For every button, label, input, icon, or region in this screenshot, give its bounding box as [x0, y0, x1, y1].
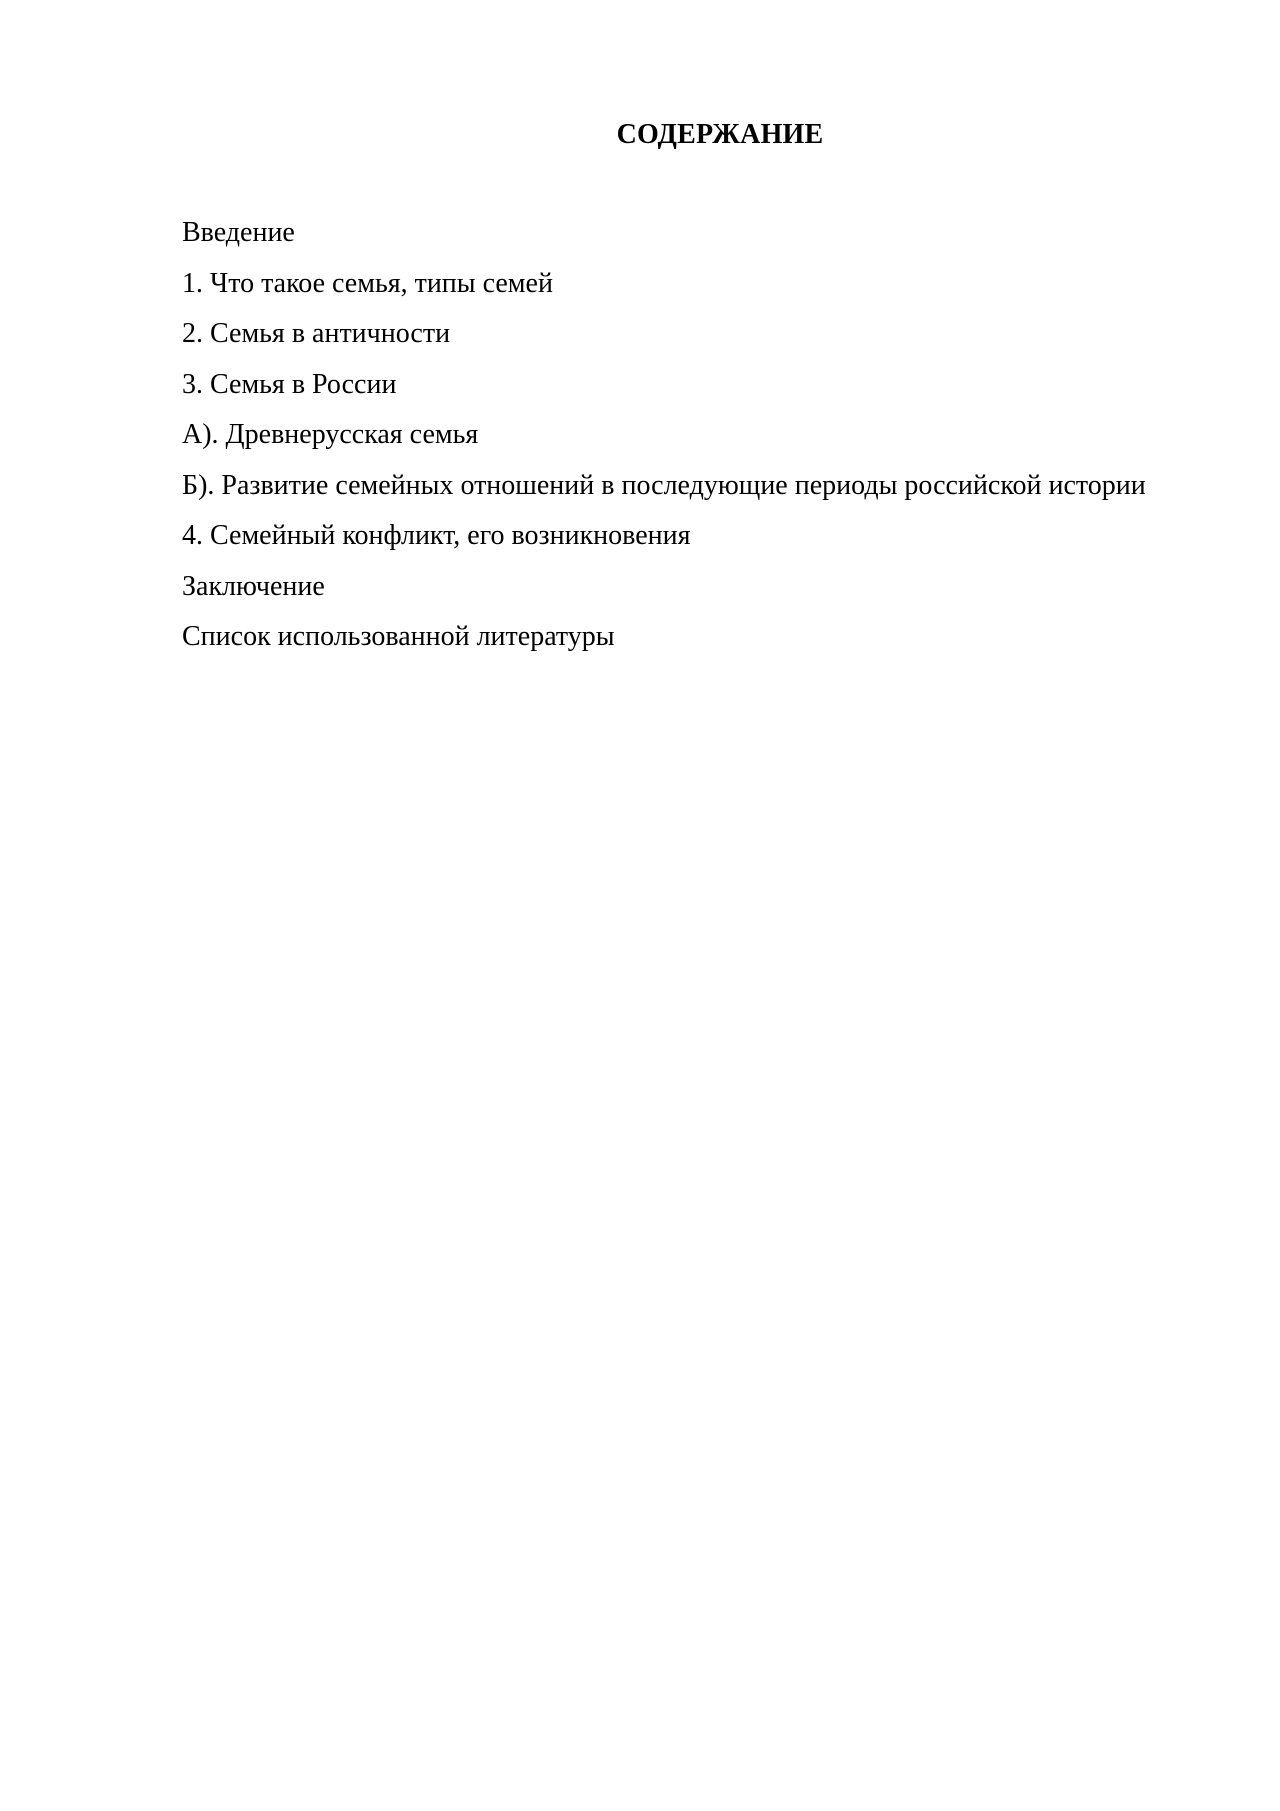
- page-title: СОДЕРЖАНИЕ: [616, 119, 824, 150]
- toc-item-3a: А). Древнерусская семья: [182, 419, 479, 450]
- toc-item-3: 3. Семья в России: [182, 368, 397, 400]
- toc-item-introduction: Введение: [182, 217, 295, 248]
- toc-item-1: 1. Что такое семья, типы семей: [182, 267, 553, 299]
- toc-item-conclusion: Заключение: [182, 570, 325, 602]
- toc-item-3b: Б). Развитие семейных отношений в последующие периоды российской истории: [182, 469, 1146, 501]
- table-of-contents: [182, 208, 1192, 663]
- toc-item-2: 2. Семья в античности: [182, 318, 451, 349]
- toc-item-4: 4. Семейный конфликт, его возникновения: [182, 520, 691, 551]
- toc-item-bibliography: Список использованной литературы: [182, 621, 615, 652]
